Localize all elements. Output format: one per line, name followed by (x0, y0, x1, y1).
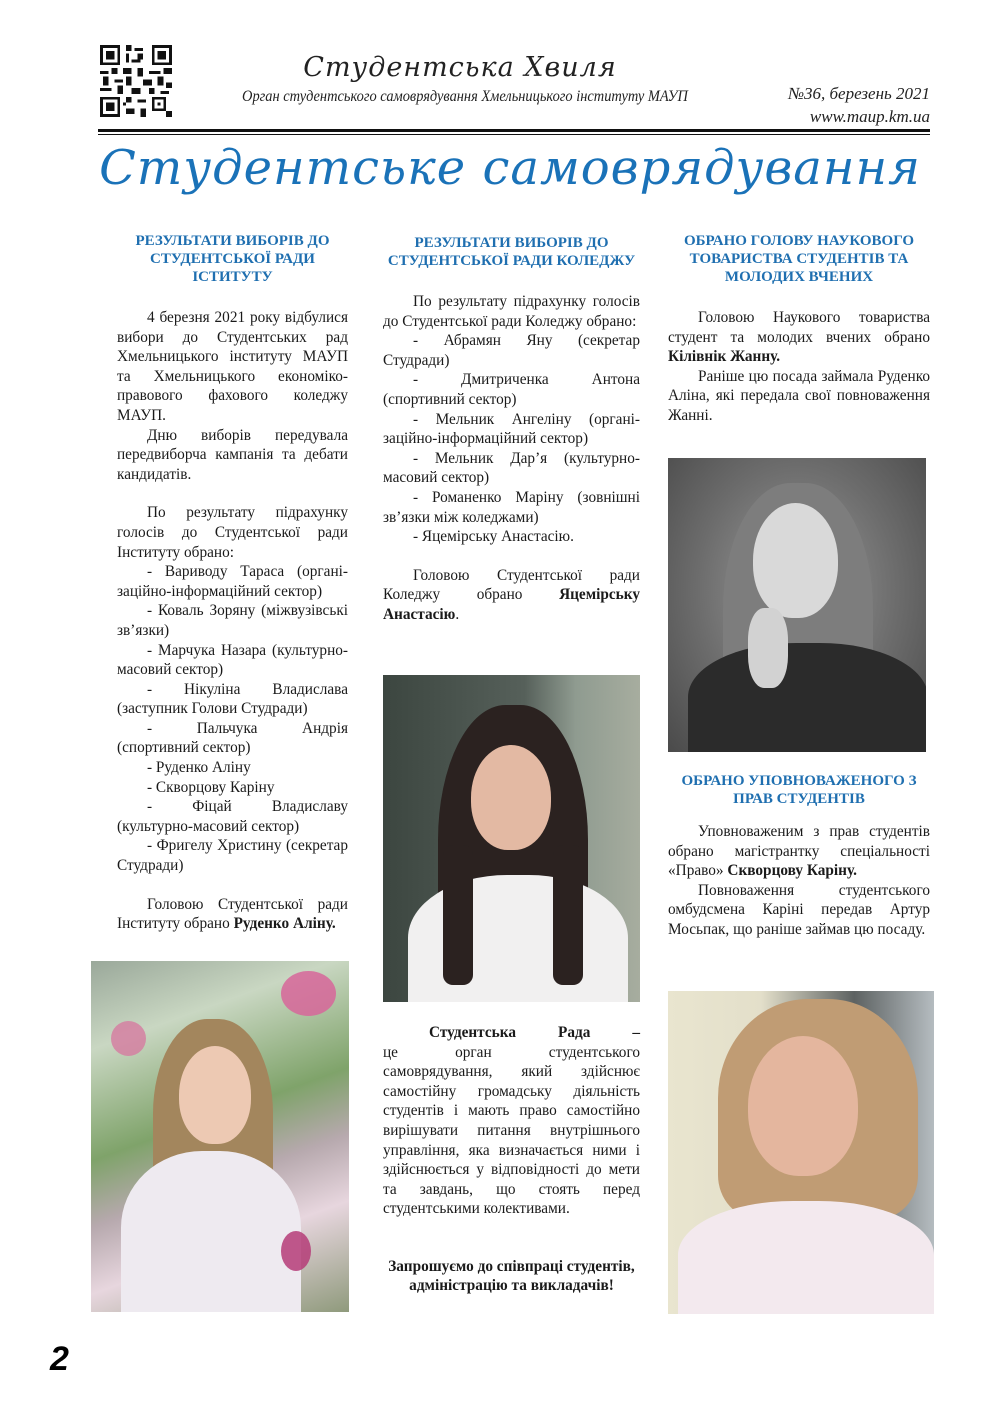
qr-code-icon (100, 45, 172, 117)
list-item: - Скворцову Каріну (147, 778, 275, 796)
article-heading: РЕЗУЛЬТАТИ ВИБОРІВ ДО СТУДЕНТСЬКОЇ РАДИ КОЛЕДЖУ (387, 235, 636, 269)
list-item: - Дмитриченка Антона (спортивний сектор) (383, 371, 640, 408)
paragraph (383, 566, 640, 625)
list-item: - Фіцай Владиславу (культурно-масовий сектор) (117, 798, 348, 835)
photo-kilivnik-zhanna (668, 458, 926, 752)
header-rule-thin (98, 134, 930, 135)
member-list (383, 331, 640, 547)
paragraph: 4 березня 2021 року відбулися вибори до Студентських рад Хмельницького інституту МАУП та Хмельницького економіко-правового фахового коледжу МАУП. (117, 309, 348, 424)
list-item: - Мельник Ангеліну (органі-заційно-інформаційний сектор) (383, 410, 640, 448)
elected-name: Кілівнік Жанну. (668, 348, 781, 366)
period: . (455, 605, 460, 623)
list-item: - Марчука Назара (культурно-масовий сектор) (117, 641, 348, 679)
newspaper-title: Студентська Хвиля (303, 52, 617, 83)
list-item: - Коваль Зоряну (міжвузівські зв’язки) (117, 602, 348, 639)
member-list (117, 562, 348, 876)
photo-skvortsova-karina (668, 991, 934, 1314)
paragraph (117, 895, 348, 934)
definition-bold (383, 1023, 640, 1043)
paragraph: По результату підрахунку голосів до Студентської ради Коледжу обрано: (383, 293, 640, 330)
head-name: Яцемірську Анастасію (383, 586, 641, 623)
article-heading: ОБРАНО ГОЛОВУ НАУКОВОГО ТОВАРИСТВА СТУДЕНТІВ ТА МОЛОДИХ ВЧЕНИХ (683, 233, 915, 285)
list-item: - Романенко Маріну (зовнішні зв’язки між коледжами) (383, 488, 640, 526)
paragraph: Повноваження студентського омбудсмена Каріні передав Артур Мосьпак, що раніше займав цю посаду. (668, 881, 930, 938)
paragraph (668, 308, 930, 367)
list-item: - Пальчука Андрія (спортивний сектор) (117, 719, 348, 757)
head-text: Головою Студентської ради Коледжу обрано (383, 566, 640, 604)
list-item: - Абрамян Яну (секретар Студради) (383, 332, 640, 369)
invitation-text: Запрошуємо до співпраці студентів, адміністрацію та викладачів! (388, 1258, 635, 1294)
list-item: - Руденко Аліну (147, 759, 251, 777)
column-institute-results (117, 232, 348, 934)
list-item: - Фригелу Христину (секретар Студради) (117, 837, 348, 875)
list-item: - Вариводу Тараса (органі-заційно-інформаційний сектор) (117, 563, 348, 600)
definition-text: це орган студентського самоврядування, який здійснює самостійну громадську діяльність студентів і мають право самостійно вирішувати питання внутрішнього управління, яка визначається ними і здійснюється у відповідності до мети та завдань, що стоять перед студентськими колективами. (383, 1043, 640, 1218)
issue-number: №36, березень 2021 (787, 84, 930, 103)
page-number: 2 (50, 1340, 69, 1378)
newspaper-subtitle: Орган студентського самоврядування Хмельницького інституту МАУП (242, 88, 688, 105)
article-heading: ОБРАНО УПОВНОВАЖЕНОГО З ПРАВ СТУДЕНТІВ (681, 773, 917, 807)
section-title: Студентське самоврядування (99, 140, 921, 196)
photo-rudenko-alina (91, 961, 349, 1312)
header-rule-thick (98, 129, 930, 132)
elected-name: Скворцову Каріну. (727, 862, 857, 880)
article-heading: РЕЗУЛЬТАТИ ВИБОРІВ ДО СТУДЕНТСЬКОЇ РАДИ ІСТИТУТУ (135, 233, 330, 285)
website-link[interactable]: www.maup.km.ua (809, 107, 930, 126)
issue-info (755, 82, 930, 128)
head-text: Головою Студентської ради Інституту обрано (117, 895, 348, 933)
paragraph: Дню виборів передувала передвиборча кампанія та дебати кандидатів. (117, 426, 348, 483)
column-science-society (668, 232, 930, 426)
para-text: Уповноваженим з прав студентів обрано магістрантку спеціальності «Право» (668, 823, 930, 880)
definition-title: Студентська Рада – (429, 1024, 640, 1041)
list-item: - Мельник Дар’я (культурно-масовий сектор) (383, 449, 640, 487)
column-ombudsman (668, 772, 930, 940)
para-text: Головою Наукового товариства студент та молодих вчених обрано (668, 309, 930, 346)
list-item: - Яцемірську Анастасію. (413, 528, 574, 546)
paragraph: По результату підрахунку голосів до Студентської ради Інституту обрано: (117, 504, 348, 561)
list-item: - Нікуліна Владислава (заступник Голови Студради) (117, 680, 348, 718)
column-college-results (383, 234, 640, 625)
paragraph (668, 822, 930, 881)
photo-yatsemirska-anastasia (383, 675, 640, 1002)
paragraph: Раніше цю посада займала Руденко Аліна, які передала свої повноваження Жанні. (668, 367, 930, 424)
head-name: Руденко Аліну. (233, 915, 336, 933)
student-council-definition (383, 1023, 640, 1219)
